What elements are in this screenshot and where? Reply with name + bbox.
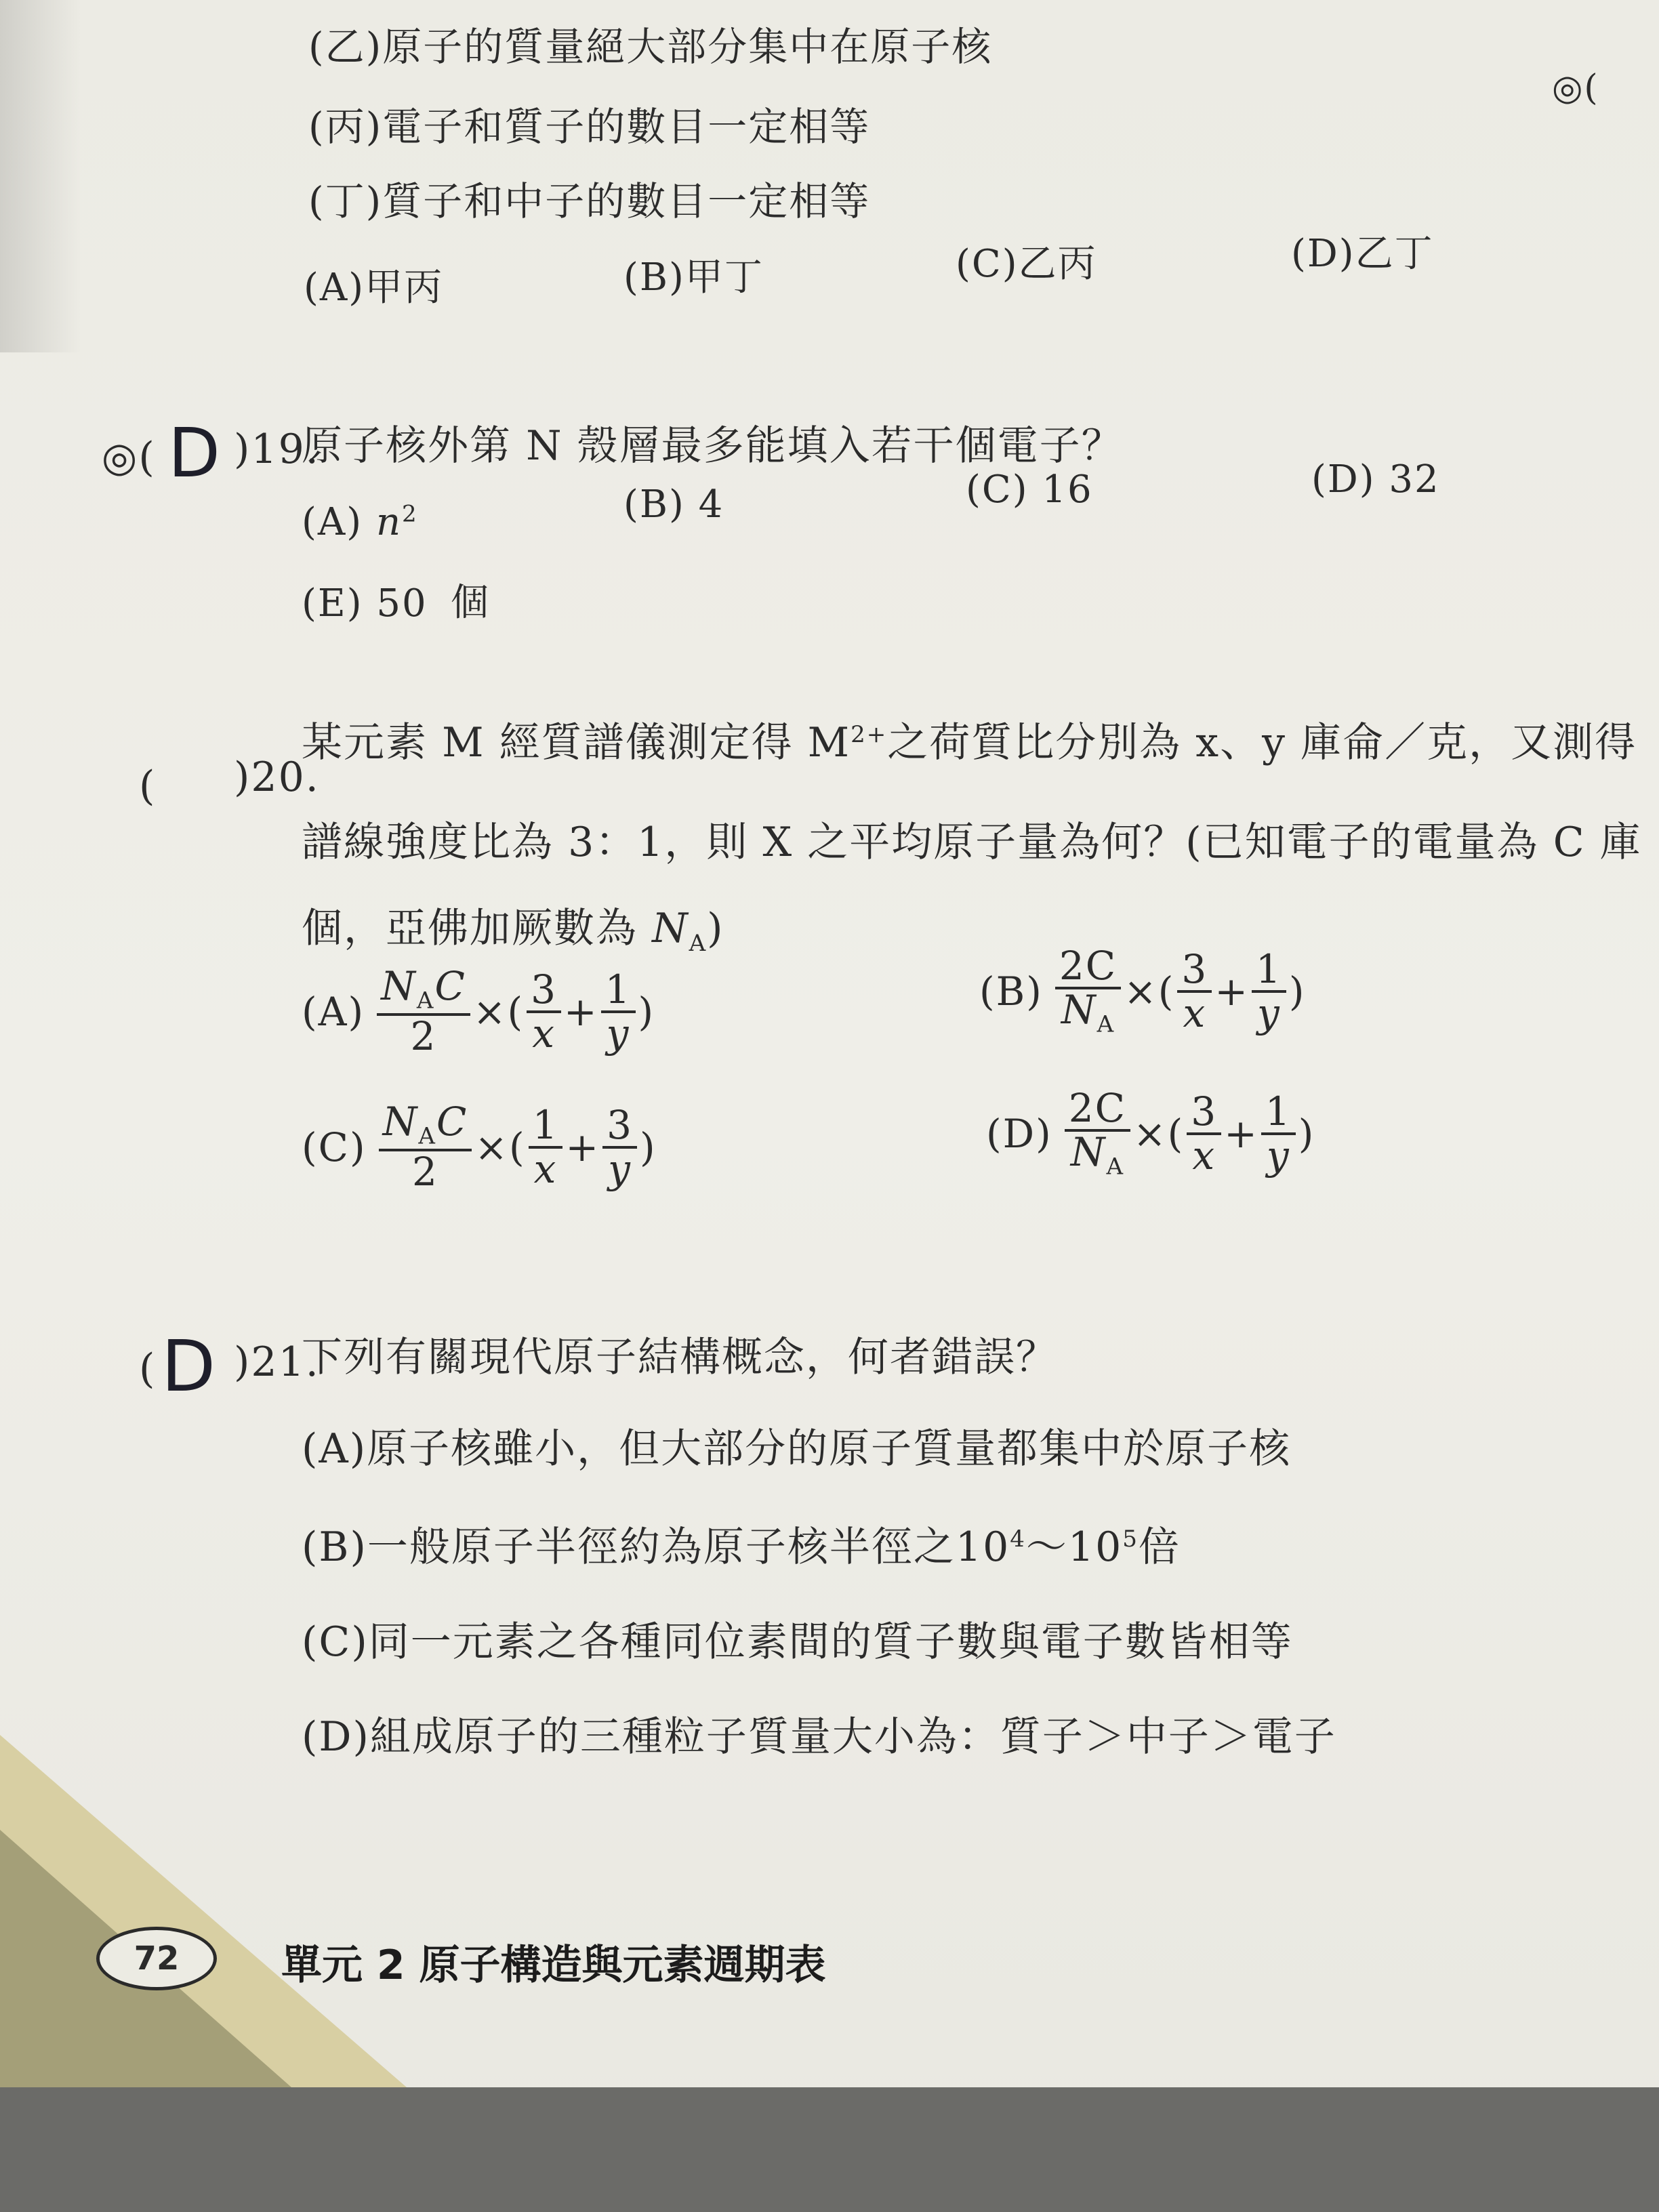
q19-option-c: (C) 16 bbox=[966, 468, 1093, 512]
q20-option-d-num-3: 1 bbox=[1261, 1091, 1296, 1135]
corner-decoration bbox=[0, 1735, 420, 2087]
q20-option-b-close: ) bbox=[1288, 968, 1306, 1015]
q20-option-b-num-2: 3 bbox=[1177, 949, 1212, 993]
q19-prefix: ◎( bbox=[102, 434, 156, 481]
q20-option-c-den-2: x bbox=[533, 1145, 558, 1192]
q20-option-d-na: N bbox=[1070, 1128, 1107, 1175]
q20-option-c-num-2: 1 bbox=[529, 1105, 563, 1149]
q20-option-a-den-3: y bbox=[606, 1010, 630, 1057]
q19-option-a bbox=[302, 500, 418, 544]
q21-option-a: (A)原子核雖小，但大部分的原子質量都集中於原子核 bbox=[302, 1425, 1292, 1473]
q20-option-b-num: 2C bbox=[1055, 945, 1121, 989]
q19-option-a-label: (A) bbox=[302, 500, 363, 544]
q21-option-b-exp2: 5 bbox=[1122, 1525, 1139, 1553]
q20-option-b-num-3: 1 bbox=[1252, 949, 1286, 993]
unit-title: 單元 2 原子構造與元素週期表 bbox=[281, 1942, 826, 1989]
q18-option-a: (A)甲丙 bbox=[304, 266, 444, 310]
q20-option-d-den-2: x bbox=[1192, 1132, 1216, 1179]
q18-statement-bing: (丙)電子和質子的數目一定相等 bbox=[308, 104, 871, 150]
q20-option-c-frac-3 bbox=[602, 1101, 637, 1192]
q20-option-d-na-sub: A bbox=[1106, 1153, 1125, 1181]
q20-option-b-frac-1 bbox=[1055, 945, 1121, 1037]
q20-option-d-frac-2 bbox=[1187, 1088, 1221, 1179]
q18-statement-yi: (乙)原子的質量絕大部分集中在原子核 bbox=[308, 24, 993, 70]
q20-avogadro: N bbox=[652, 905, 689, 952]
q20-option-d-num-2: 3 bbox=[1187, 1091, 1221, 1135]
q20-option-a-close: ) bbox=[638, 988, 655, 1035]
page-number-text: 72 bbox=[134, 1940, 180, 1978]
q20-option-a-frac-3 bbox=[601, 966, 636, 1057]
q20-option-d-frac-1 bbox=[1065, 1085, 1130, 1181]
q20-paren: ( bbox=[139, 762, 157, 810]
q20-option-a-den-2: x bbox=[532, 1010, 556, 1057]
q20-option-b-label: (B) bbox=[979, 968, 1043, 1015]
q20-line-1-b: 之荷質比分別為 x、y 庫侖／克，又測得 bbox=[887, 719, 1637, 766]
q20-option-b-na: N bbox=[1061, 986, 1097, 1033]
q21-paren: ( bbox=[139, 1345, 157, 1393]
q20-avogadro-sub: A bbox=[689, 930, 708, 957]
q20-option-a-na: N bbox=[381, 963, 417, 1009]
q20-option-c-na-sub: A bbox=[418, 1122, 436, 1150]
q20-option-a-plus: + bbox=[564, 988, 598, 1035]
q20-option-c-times: ×( bbox=[474, 1124, 526, 1170]
q21-option-b bbox=[302, 1515, 1181, 1573]
q20-line-3-a: 個，亞佛加厥數為 bbox=[302, 905, 653, 952]
q20-option-a-na-sub: A bbox=[416, 987, 435, 1015]
q20-option-b-den-3: y bbox=[1256, 989, 1281, 1036]
q20-option-a-c: C bbox=[434, 963, 466, 1009]
q18-option-d: (D)乙丁 bbox=[1291, 232, 1434, 276]
q21-option-b-post: 倍 bbox=[1138, 1523, 1181, 1571]
q20-option-d-frac-3 bbox=[1261, 1088, 1296, 1179]
q20-option-a-label: (A) bbox=[302, 988, 365, 1035]
q20-option-d-times: ×( bbox=[1133, 1110, 1185, 1157]
q20-option-d bbox=[986, 1085, 1315, 1181]
background-below-page bbox=[0, 2087, 1659, 2212]
q20-option-c-num-3: 3 bbox=[602, 1105, 637, 1149]
q19-handwritten-answer: D bbox=[168, 413, 221, 493]
q20-option-d-num: 2C bbox=[1065, 1088, 1130, 1132]
q21-option-b-exp1: 4 bbox=[1010, 1525, 1026, 1553]
q20-option-c-close: ) bbox=[640, 1124, 657, 1170]
margin-mark: ◎( bbox=[1552, 68, 1599, 108]
q19-stem: 原子核外第 N 殼層最多能填入若干個電子？ bbox=[302, 422, 1124, 470]
q19-option-e: (E) 50 bbox=[302, 581, 428, 626]
q19-option-b: (B) 4 bbox=[623, 483, 724, 527]
q19-option-a-base: n bbox=[375, 500, 403, 544]
q20-line-3-b: ) bbox=[707, 905, 724, 952]
q20-option-a-frac-1 bbox=[377, 963, 470, 1060]
q18-option-c: (C)乙丙 bbox=[956, 242, 1097, 286]
q20-option-b-times: ×( bbox=[1124, 968, 1175, 1015]
q20-line-1 bbox=[302, 710, 1637, 769]
q21-option-d: (D)組成原子的三種粒子質量大小為：質子＞中子＞電子 bbox=[302, 1713, 1336, 1761]
page-shadow bbox=[0, 0, 81, 352]
q21-stem: 下列有關現代原子結構概念，何者錯誤？ bbox=[302, 1334, 1058, 1381]
q20-option-b-frac-3 bbox=[1252, 945, 1286, 1036]
q20-option-b-na-sub: A bbox=[1097, 1010, 1115, 1038]
q20-option-c-frac-2 bbox=[529, 1101, 563, 1192]
q20-option-b-den-2: x bbox=[1183, 989, 1207, 1036]
q20-option-a-num-3: 1 bbox=[601, 969, 636, 1013]
q20-option-c-plus: + bbox=[565, 1124, 600, 1170]
q18-option-b: (B)甲丁 bbox=[623, 255, 764, 300]
q20-option-b-plus: + bbox=[1214, 968, 1249, 1015]
q20-charge: 2+ bbox=[851, 721, 888, 748]
q20-option-c-na: N bbox=[382, 1099, 419, 1145]
q21-handwritten-answer: D bbox=[161, 1325, 216, 1408]
q18-statement-ding: (丁)質子和中子的數目一定相等 bbox=[308, 178, 871, 224]
q20-option-d-label: (D) bbox=[986, 1110, 1052, 1157]
q20-option-c-den: 2 bbox=[412, 1149, 438, 1195]
q20-option-a-num-2: 3 bbox=[527, 969, 561, 1013]
q20-option-c-den-3: y bbox=[608, 1145, 632, 1192]
q20-option-a-frac-2 bbox=[527, 966, 561, 1057]
q20-option-c-frac-1 bbox=[379, 1101, 472, 1193]
q21-option-b-mid: ～10 bbox=[1025, 1523, 1123, 1571]
q21-option-b-pre: (B)一般原子半徑約為原子核半徑之10 bbox=[302, 1523, 1010, 1571]
q20-option-b-frac-2 bbox=[1177, 945, 1212, 1036]
q19-unit: 個 bbox=[451, 581, 490, 625]
q20-number: )20. bbox=[234, 754, 320, 801]
q20-option-c bbox=[302, 1101, 657, 1193]
q20-option-c-c: C bbox=[436, 1099, 468, 1145]
q19-option-d: (D) 32 bbox=[1311, 457, 1440, 501]
page-number bbox=[96, 1927, 217, 1990]
q20-line-2: 譜線強度比為 3：1，則 X 之平均原子量為何？(已知電子的電量為 C 庫 bbox=[302, 819, 1642, 866]
q20-line-1-a: 某元素 M 經質譜儀測定得 M bbox=[302, 719, 851, 766]
q20-option-d-den-3: y bbox=[1266, 1132, 1290, 1179]
q21-number: )21. bbox=[234, 1338, 320, 1386]
q20-option-a bbox=[302, 963, 655, 1060]
q20-option-a-times: ×( bbox=[472, 988, 525, 1035]
q20-option-b bbox=[979, 945, 1305, 1037]
q20-line-3 bbox=[302, 896, 724, 957]
q20-option-a-den: 2 bbox=[410, 1013, 437, 1060]
q20-option-d-close: ) bbox=[1298, 1110, 1315, 1157]
q20-option-d-plus: + bbox=[1224, 1110, 1258, 1157]
q19-number: )19. bbox=[234, 426, 320, 473]
q21-option-c: (C)同一元素之各種同位素間的質子數與電子數皆相等 bbox=[302, 1618, 1293, 1666]
q19-option-a-exp: 2 bbox=[402, 500, 418, 528]
q20-option-c-label: (C) bbox=[302, 1124, 367, 1170]
